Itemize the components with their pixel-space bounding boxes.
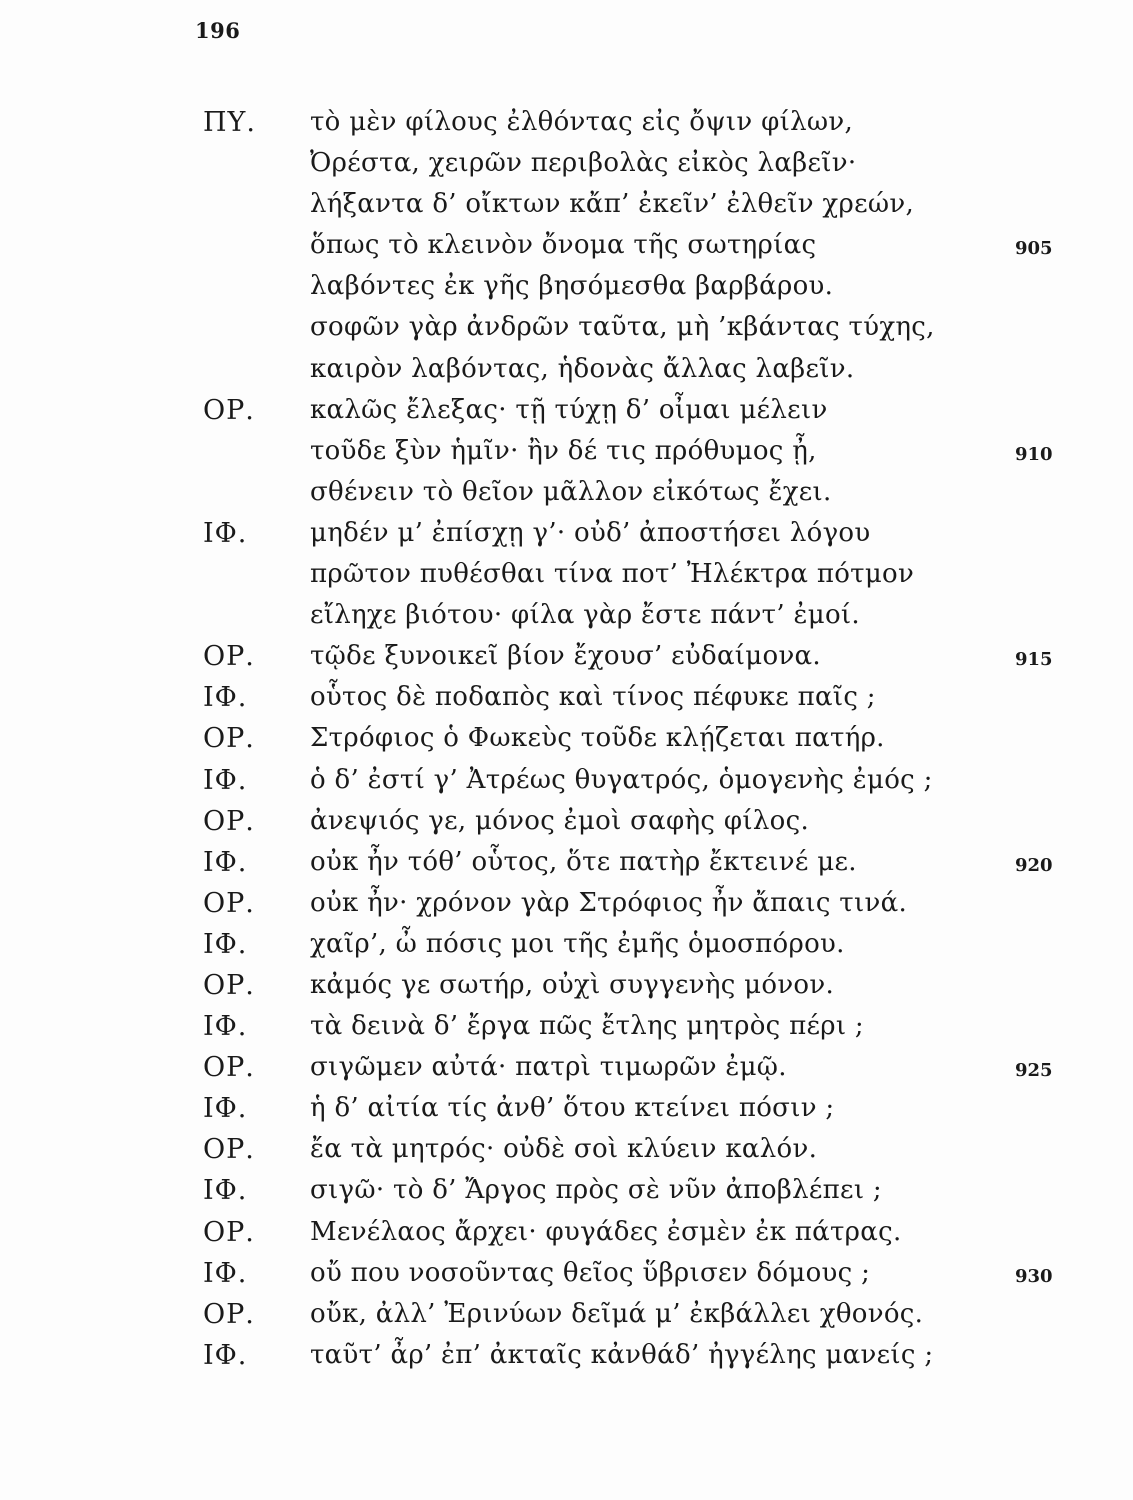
verse-text: οὗτος δὲ ποδαπὸς καὶ τίνος πέφυκε παῖς ; xyxy=(310,682,876,713)
speaker-label: ΟΡ. xyxy=(203,1298,255,1330)
speaker-label: ΟΡ. xyxy=(203,969,255,1001)
verse-line xyxy=(0,924,1133,965)
verse-line xyxy=(0,1088,1133,1129)
verse-line xyxy=(0,225,1133,266)
verse-text: ἀνεψιός γε, μόνος ἐμοὶ σαφὴς φίλος. xyxy=(310,805,810,836)
verse-line xyxy=(0,143,1133,184)
verse-text: Μενέλαος ἄρχει· φυγάδες ἐσμὲν ἐκ πάτρας. xyxy=(310,1216,902,1247)
speaker-label: ΟΡ. xyxy=(203,723,255,755)
verse-text: χαῖρ’, ὦ πόσις μοι τῆς ἐμῆς ὁμοσπόρου. xyxy=(310,928,845,959)
verse-line xyxy=(0,801,1133,842)
verse-text: τὸ μὲν φίλους ἐλθόντας εἰς ὄψιν φίλων, xyxy=(310,107,854,137)
speaker-label: ΙΦ. xyxy=(203,846,248,878)
verse-text: Ὀρέστα, χειρῶν περιβολὰς εἰκὸς λαβεῖν· xyxy=(310,148,857,179)
verse-text: ὁ δ’ ἐστί γ’ Ἀτρέως θυγατρός, ὁμογενὴς ἐμός ; xyxy=(310,764,933,795)
verse-text: σοφῶν γὰρ ἀνδρῶν ταῦτα, μὴ ’κβάντας τύχης, xyxy=(310,312,935,343)
verse-line xyxy=(0,307,1133,348)
verse-line xyxy=(0,1129,1133,1170)
page-number: 196 xyxy=(195,18,241,43)
verse-text: ἡ δ’ αἰτία τίς ἀνθ’ ὅτου κτείνει πόσιν ; xyxy=(310,1093,835,1124)
verse-text: σιγῶμεν αὐτά· πατρὶ τιμωρῶν ἐμῷ. xyxy=(310,1052,787,1083)
speaker-label: ΙΦ. xyxy=(203,928,248,960)
speaker-label: ΙΦ. xyxy=(203,764,248,796)
speaker-label: ΟΡ. xyxy=(203,394,255,426)
verse-text: τοῦδε ξὺν ἡμῖν· ἢν δέ τις πρόθυμος ᾖ, xyxy=(310,435,817,466)
speaker-label: ΙΦ. xyxy=(203,517,248,549)
verse-text: λαβόντες ἐκ γῆς βησόμεσθα βαρβάρου. xyxy=(310,271,834,302)
verse-text: λήξαντα δ’ οἴκτων κἄπ’ ἐκεῖν’ ἐλθεῖν χρεών, xyxy=(310,189,915,220)
verse-line xyxy=(0,1047,1133,1088)
verse-line xyxy=(0,472,1133,513)
speaker-label: ΙΦ. xyxy=(203,1011,248,1043)
verse-text: τὰ δεινὰ δ’ ἔργα πῶς ἔτλης μητρὸς πέρι ; xyxy=(310,1011,864,1042)
verse-text: σθένειν τὸ θεῖον μᾶλλον εἰκότως ἔχει. xyxy=(310,476,832,507)
verse-text: οὔ που νοσοῦντας θεῖος ὕβρισεν δόμους ; xyxy=(310,1257,871,1288)
speaker-label: ΠΥ. xyxy=(203,107,256,138)
verse-text: καλῶς ἔλεξας· τῇ τύχῃ δ’ οἶμαι μέλειν xyxy=(310,394,828,425)
verse-text: σιγῶ· τὸ δ’ Ἄργος πρὸς σὲ νῦν ἀποβλέπει ; xyxy=(310,1175,882,1206)
line-number: 930 xyxy=(1015,1265,1053,1287)
verse-line xyxy=(0,1212,1133,1253)
verse-line xyxy=(0,390,1133,431)
verse-line xyxy=(0,1253,1133,1294)
verse-text: ἔα τὰ μητρός· οὐδὲ σοὶ κλύειν καλόν. xyxy=(310,1134,818,1165)
verse-text: πρῶτον πυθέσθαι τίνα ποτ’ Ἠλέκτρα πότμον xyxy=(310,559,915,590)
line-number: 905 xyxy=(1015,238,1053,260)
speaker-label: ΟΡ. xyxy=(203,887,255,919)
verse-text: οὔκ, ἀλλ’ Ἐρινύων δεῖμά μ’ ἐκβάλλει χθονός. xyxy=(310,1298,924,1329)
speaker-label: ΙΦ. xyxy=(203,1093,248,1125)
verse-line xyxy=(0,1006,1133,1047)
verse-text: καιρὸν λαβόντας, ἡδονὰς ἄλλας λαβεῖν. xyxy=(310,353,855,384)
verse-line xyxy=(0,677,1133,718)
verse-line xyxy=(0,349,1133,390)
verse-text: οὐκ ἦν· χρόνον γὰρ Στρόφιος ἦν ἄπαις τινά. xyxy=(310,887,908,918)
line-number: 915 xyxy=(1015,649,1053,671)
verse-line xyxy=(0,718,1133,759)
speaker-label: ΙΦ. xyxy=(203,1175,248,1207)
speaker-label: ΟΡ. xyxy=(203,641,255,673)
verse-line xyxy=(0,760,1133,801)
verse-text: εἴληχε βιότου· φίλα γὰρ ἔστε πάντ’ ἐμοί. xyxy=(310,600,860,631)
verse-line xyxy=(0,431,1133,472)
verse-line xyxy=(0,636,1133,677)
speaker-label: ΙΦ. xyxy=(203,1339,248,1371)
verse-lines xyxy=(0,102,1133,1376)
verse-text: μηδέν μ’ ἐπίσχῃ γ’· οὐδ’ ἀποστήσει λόγου xyxy=(310,517,871,548)
line-number: 920 xyxy=(1015,854,1053,876)
speaker-label: ΙΦ. xyxy=(203,1257,248,1289)
speaker-label: ΙΦ. xyxy=(203,682,248,714)
verse-line xyxy=(0,965,1133,1006)
verse-text: κἀμός γε σωτήρ, οὐχὶ συγγενὴς μόνον. xyxy=(310,969,835,1000)
verse-text: ὅπως τὸ κλεινὸν ὄνομα τῆς σωτηρίας xyxy=(310,230,817,261)
verse-line xyxy=(0,266,1133,307)
speaker-label: ΟΡ. xyxy=(203,1134,255,1166)
verse-line xyxy=(0,184,1133,225)
verse-line xyxy=(0,595,1133,636)
speaker-label: ΟΡ. xyxy=(203,1216,255,1248)
verse-line xyxy=(0,513,1133,554)
verse-line xyxy=(0,1294,1133,1335)
verse-line xyxy=(0,1170,1133,1211)
verse-line xyxy=(0,883,1133,924)
verse-line xyxy=(0,1335,1133,1376)
speaker-label: ΟΡ. xyxy=(203,805,255,837)
verse-text: Στρόφιος ὁ Φωκεὺς τοῦδε κλῄζεται πατήρ. xyxy=(310,723,885,754)
verse-text: τῷδε ξυνοικεῖ βίον ἔχουσ’ εὐδαίμονα. xyxy=(310,641,821,672)
line-number: 910 xyxy=(1015,443,1053,465)
verse-line xyxy=(0,554,1133,595)
verse-text: ταῦτ’ ἆρ’ ἐπ’ ἀκταῖς κἀνθάδ’ ἠγγέλης μανείς ; xyxy=(310,1339,934,1370)
verse-line xyxy=(0,102,1133,143)
line-number: 925 xyxy=(1015,1060,1053,1082)
verse-line xyxy=(0,842,1133,883)
verse-text: οὐκ ἦν τόθ’ οὗτος, ὅτε πατὴρ ἔκτεινέ με. xyxy=(310,846,857,877)
speaker-label: ΟΡ. xyxy=(203,1052,255,1084)
